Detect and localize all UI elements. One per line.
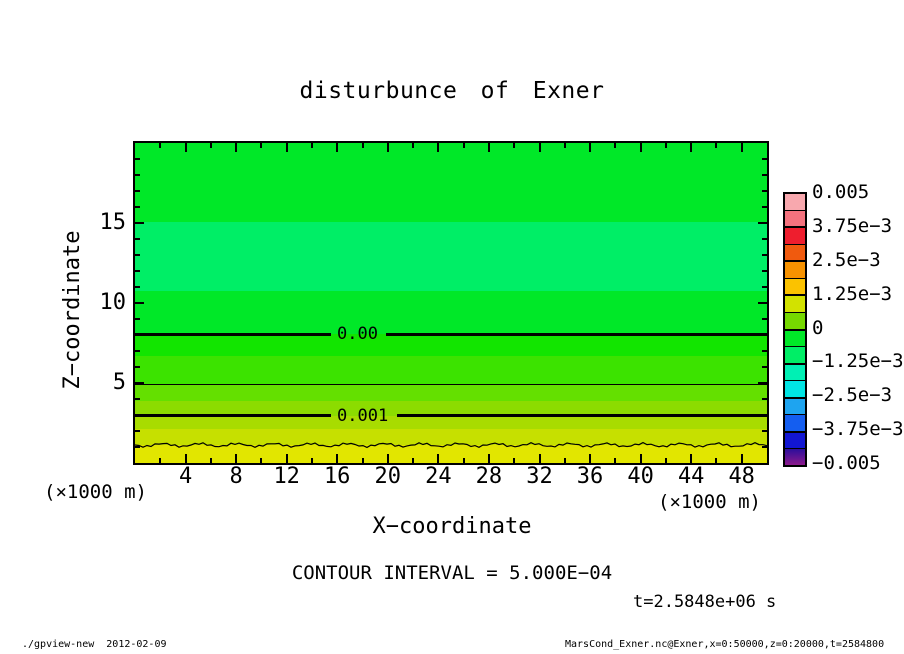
x-tick-label: 44 — [677, 464, 705, 489]
x-axis-minor-tick — [463, 458, 465, 463]
z-axis-unit-label: (×1000 m) — [44, 481, 147, 503]
z-axis-minor-tick — [762, 366, 767, 368]
z-axis-minor-tick — [135, 334, 140, 336]
z-axis-minor-tick — [135, 446, 140, 448]
x-axis-tick — [437, 143, 439, 152]
x-tick-label: 8 — [229, 464, 243, 489]
x-axis-minor-tick — [614, 143, 616, 148]
tone-band — [135, 384, 767, 401]
z-tick-label: 5 — [112, 370, 126, 395]
x-axis-minor-tick — [715, 458, 717, 463]
x-axis-tick — [741, 143, 743, 152]
colorbar-tick-label: −2.5e−3 — [812, 384, 893, 407]
plot-frame — [133, 141, 769, 465]
z-axis-tick — [758, 222, 767, 224]
x-axis-minor-tick — [159, 458, 161, 463]
colorbar-box — [785, 381, 805, 399]
colorbar-box — [785, 245, 805, 263]
x-axis-tick — [336, 454, 338, 463]
x-tick-label: 48 — [728, 464, 755, 489]
x-axis-minor-tick — [362, 458, 364, 463]
x-axis-title: X−coordinate — [372, 514, 532, 539]
z-axis-minor-tick — [762, 414, 767, 416]
colorbar-box — [785, 433, 805, 450]
z-axis-minor-tick — [762, 174, 767, 176]
z-axis-minor-tick — [135, 206, 140, 208]
z-axis-minor-tick — [135, 350, 140, 352]
z-axis-minor-tick — [762, 286, 767, 288]
x-tick-label: 4 — [178, 464, 193, 489]
x-tick-label: 24 — [425, 464, 452, 489]
x-axis-unit-label: (×1000 m) — [658, 491, 761, 513]
plot-area — [135, 143, 767, 463]
z-axis-minor-tick — [762, 318, 767, 320]
x-axis-minor-tick — [614, 458, 616, 463]
z-axis-minor-tick — [762, 238, 767, 240]
footer-left: ./gpview-new 2012-02-09 — [22, 639, 167, 650]
x-axis-minor-tick — [665, 458, 667, 463]
colorbar-box — [785, 365, 805, 382]
x-axis-tick — [640, 143, 642, 152]
tone-band — [135, 356, 767, 384]
x-axis-tick — [235, 143, 237, 152]
contour-label: 0.00 — [337, 324, 378, 345]
x-axis-minor-tick — [463, 143, 465, 148]
colorbar-box — [785, 415, 805, 433]
colorbar-tick-label: 2.5e−3 — [812, 248, 881, 271]
x-axis-tick — [539, 143, 541, 152]
x-axis-minor-tick — [513, 458, 515, 463]
x-tick-label: 20 — [374, 464, 402, 489]
x-tick-label: 28 — [475, 464, 503, 489]
z-axis-minor-tick — [762, 350, 767, 352]
x-axis-tick — [741, 454, 743, 463]
colorbar-box — [785, 331, 805, 348]
colorbar-box — [785, 211, 805, 229]
x-tick-label: 16 — [323, 464, 351, 489]
tone-band — [135, 222, 767, 291]
z-axis-minor-tick — [135, 254, 140, 256]
x-axis-tick — [387, 454, 389, 463]
z-axis-minor-tick — [135, 430, 140, 432]
time-label: t=2.5848e+06 s — [633, 592, 777, 612]
x-tick-label: 12 — [273, 464, 300, 489]
x-axis-tick — [387, 143, 389, 152]
z-axis-minor-tick — [762, 446, 767, 448]
x-axis-minor-tick — [362, 143, 364, 148]
x-axis-minor-tick — [260, 458, 262, 463]
x-axis-minor-tick — [260, 143, 262, 148]
z-axis-minor-tick — [135, 398, 140, 400]
x-axis-minor-tick — [513, 143, 515, 148]
x-axis-minor-tick — [210, 458, 212, 463]
z-tick-label: 15 — [99, 210, 126, 235]
colorbar-box — [785, 347, 805, 365]
colorbar-box — [785, 194, 805, 211]
z-axis-minor-tick — [762, 254, 767, 256]
z-axis-minor-tick — [135, 270, 140, 272]
x-tick-label: 32 — [526, 464, 553, 489]
colorbar-tick-label: 0.005 — [812, 181, 870, 203]
z-axis-tick — [135, 222, 144, 224]
z-axis-minor-tick — [762, 398, 767, 400]
z-axis-minor-tick — [762, 430, 767, 432]
colorbar-box — [785, 228, 805, 245]
z-axis-minor-tick — [762, 190, 767, 192]
z-axis-minor-tick — [135, 174, 140, 176]
contour-line — [135, 333, 331, 336]
colorbar-box — [785, 262, 805, 279]
colorbar-tick-label: −0.005 — [812, 452, 881, 474]
x-axis-tick — [488, 454, 490, 463]
colorbar-tick-label: −3.75e−3 — [812, 418, 904, 441]
tone-band — [135, 334, 767, 356]
x-axis-tick — [336, 143, 338, 152]
chart-title: disturbunce of Exner — [299, 78, 605, 104]
x-axis-tick — [286, 454, 288, 463]
contour-line — [135, 384, 767, 385]
z-axis-minor-tick — [135, 318, 140, 320]
colorbar-box — [785, 313, 805, 331]
z-axis-minor-tick — [135, 414, 140, 416]
z-axis-tick — [135, 302, 144, 304]
tone-band — [135, 291, 767, 334]
x-axis-minor-tick — [715, 143, 717, 148]
z-axis-minor-tick — [135, 238, 140, 240]
x-axis-minor-tick — [311, 143, 313, 148]
x-axis-minor-tick — [311, 458, 313, 463]
tone-band — [135, 416, 767, 429]
z-axis-minor-tick — [762, 158, 767, 160]
z-axis-minor-tick — [135, 366, 140, 368]
x-axis-tick — [690, 143, 692, 152]
z-axis-minor-tick — [762, 206, 767, 208]
z-axis-title: Z−coordinate — [60, 230, 85, 390]
z-axis-tick — [758, 302, 767, 304]
colorbar-tick-label: 3.75e−3 — [812, 214, 893, 237]
x-axis-tick — [235, 454, 237, 463]
contour-interval-label: CONTOUR INTERVAL = 5.000E−04 — [291, 562, 613, 584]
x-axis-tick — [488, 143, 490, 152]
x-axis-minor-tick — [665, 143, 667, 148]
x-axis-tick — [539, 454, 541, 463]
contour-line-wavy — [135, 439, 767, 451]
z-axis-minor-tick — [135, 158, 140, 160]
x-axis-minor-tick — [564, 458, 566, 463]
colorbar-box — [785, 399, 805, 416]
z-axis-minor-tick — [135, 190, 140, 192]
colorbar-tick-label: −1.25e−3 — [812, 350, 904, 373]
contour-line — [397, 414, 767, 417]
x-axis-tick — [185, 454, 187, 463]
colorbar-tick-label: 0 — [812, 316, 824, 339]
z-tick-label: 10 — [99, 290, 126, 315]
colorbar-tick-label: 1.25e−3 — [812, 282, 893, 305]
contour-label: 0.001 — [337, 405, 389, 426]
contour-line — [135, 414, 331, 417]
x-axis-tick — [640, 454, 642, 463]
x-axis-minor-tick — [412, 143, 414, 148]
colorbar-box — [785, 449, 805, 465]
x-axis-tick — [437, 454, 439, 463]
x-axis-tick — [589, 143, 591, 152]
z-axis-minor-tick — [762, 270, 767, 272]
x-axis-tick — [286, 143, 288, 152]
x-axis-minor-tick — [210, 143, 212, 148]
z-axis-tick — [135, 382, 144, 384]
z-axis-minor-tick — [135, 286, 140, 288]
x-axis-minor-tick — [159, 143, 161, 148]
x-axis-tick — [589, 454, 591, 463]
x-axis-tick — [185, 143, 187, 152]
colorbar-box — [785, 279, 805, 297]
footer-right: MarsCond_Exner.nc@Exner,x=0:50000,z=0:20000,t=2584800 — [565, 639, 885, 650]
x-axis-tick — [690, 454, 692, 463]
x-axis-minor-tick — [564, 143, 566, 148]
colorbar-box — [785, 296, 805, 313]
colorbar — [783, 192, 807, 467]
x-tick-label: 36 — [576, 464, 604, 489]
x-axis-minor-tick — [412, 458, 414, 463]
tone-band — [135, 143, 767, 222]
contour-line — [386, 333, 767, 336]
z-axis-minor-tick — [762, 334, 767, 336]
z-axis-tick — [758, 382, 767, 384]
x-tick-label: 40 — [627, 464, 654, 489]
